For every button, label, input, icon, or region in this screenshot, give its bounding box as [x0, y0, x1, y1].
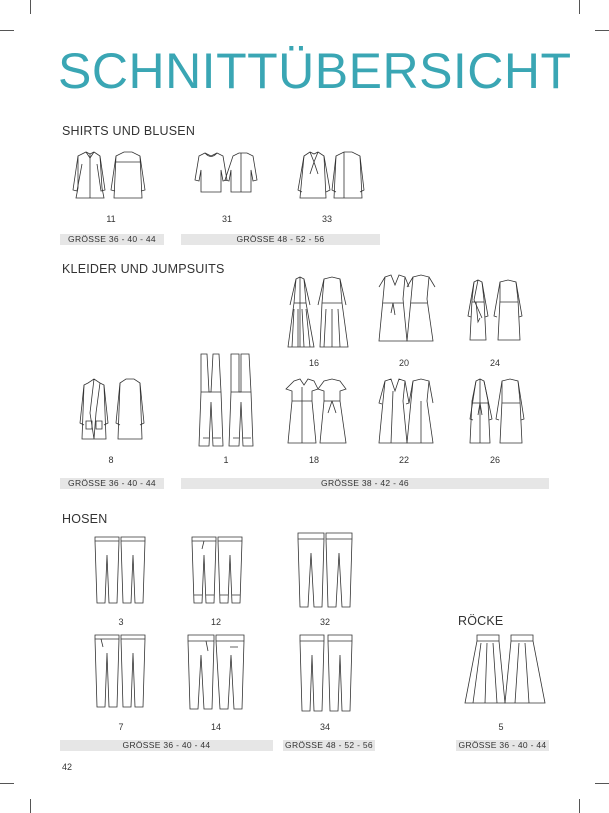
model-number: 18: [308, 455, 319, 465]
garment-32-pants: [296, 531, 354, 611]
model-number: 3: [118, 617, 124, 627]
crop-mark: [30, 799, 31, 813]
garment-18-dress: [286, 377, 350, 447]
model-number: 33: [321, 214, 332, 224]
size-bar: GRÖSSE 36 - 40 - 44: [456, 740, 549, 751]
section-heading-roecke: RÖCKE: [458, 614, 504, 628]
model-number: 1: [223, 455, 229, 465]
garment-22-dress: [377, 377, 435, 447]
model-number: 24: [489, 358, 500, 368]
size-bar: GRÖSSE 36 - 40 - 44: [60, 478, 164, 489]
model-number: 16: [308, 358, 319, 368]
section-heading-shirts: SHIRTS UND BLUSEN: [62, 124, 196, 138]
garment-1-jumpsuit: [195, 352, 257, 452]
model-number: 11: [106, 214, 116, 224]
garment-24-dress: [466, 278, 522, 346]
model-number: 32: [319, 617, 330, 627]
model-number: 22: [398, 455, 409, 465]
model-number: 7: [118, 722, 124, 732]
size-bar: GRÖSSE 38 - 42 - 46: [181, 478, 549, 489]
garment-5-skirt: [463, 633, 547, 711]
garment-34-pants: [298, 633, 354, 715]
crop-mark: [595, 30, 609, 31]
model-number: 8: [108, 455, 114, 465]
garment-12-pants: [190, 535, 244, 607]
garment-20-dress: [377, 273, 435, 347]
section-heading-hosen: HOSEN: [62, 512, 108, 526]
garment-3-pants: [93, 535, 147, 607]
model-number: 31: [221, 214, 232, 224]
model-number: 20: [398, 358, 409, 368]
size-bar: GRÖSSE 36 - 40 - 44: [60, 740, 273, 751]
garment-33-blouse: [296, 148, 366, 204]
garment-11-shirt: [70, 148, 148, 204]
crop-mark: [0, 783, 14, 784]
size-bar: GRÖSSE 48 - 52 - 56: [283, 740, 375, 751]
size-bar: GRÖSSE 36 - 40 - 44: [60, 234, 164, 245]
size-bar: GRÖSSE 48 - 52 - 56: [181, 234, 380, 245]
model-number: 34: [319, 722, 330, 732]
model-number: 14: [210, 722, 221, 732]
garment-8-cardigan: [78, 377, 148, 447]
crop-mark: [30, 0, 31, 14]
garment-7-pants: [93, 633, 147, 711]
crop-mark: [595, 783, 609, 784]
garment-16-dress: [286, 275, 350, 351]
page-number: 42: [62, 762, 73, 772]
section-heading-kleider: KLEIDER UND JUMPSUITS: [62, 262, 225, 276]
crop-mark: [0, 30, 14, 31]
garment-14-pants: [186, 633, 246, 713]
page-title: SCHNITTÜBERSICHT: [58, 43, 572, 99]
model-number: 5: [498, 722, 504, 732]
model-number: 26: [489, 455, 500, 465]
model-number: 12: [210, 617, 221, 627]
crop-mark: [579, 0, 580, 14]
crop-mark: [579, 799, 580, 813]
garment-31-top: [191, 150, 261, 198]
garment-26-shirtdress: [468, 377, 524, 447]
